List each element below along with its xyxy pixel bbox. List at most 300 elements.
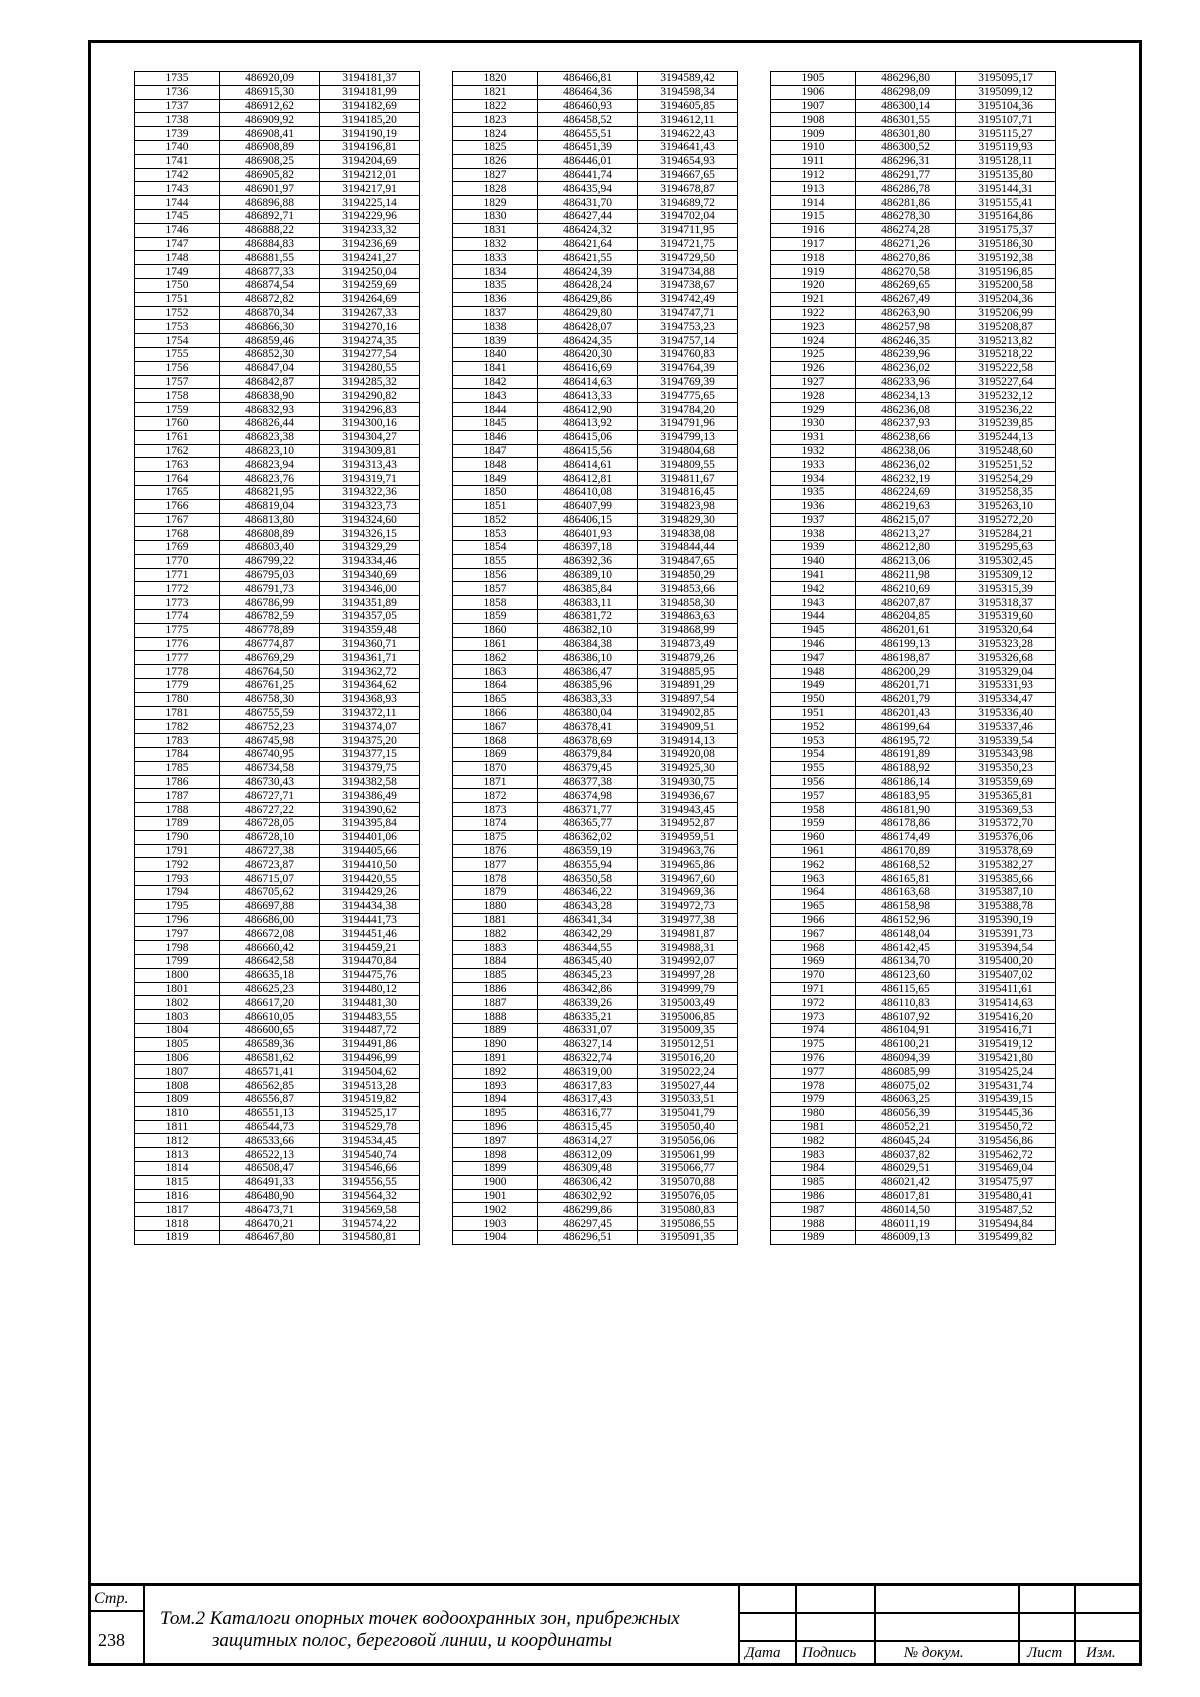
coordinate-x: 486219,63 bbox=[856, 499, 956, 513]
table-row bbox=[135, 817, 420, 831]
coordinate-y: 3194540,74 bbox=[320, 1148, 420, 1162]
coordinate-y: 3194429,26 bbox=[320, 886, 420, 900]
point-number: 1870 bbox=[453, 761, 538, 775]
coordinate-x: 486823,38 bbox=[220, 430, 320, 444]
table-row bbox=[135, 1023, 420, 1037]
coordinate-x: 486908,25 bbox=[220, 154, 320, 168]
table-row bbox=[771, 127, 1056, 141]
table-row bbox=[453, 1092, 738, 1106]
point-number: 1876 bbox=[453, 844, 538, 858]
coordinate-x: 486378,69 bbox=[538, 734, 638, 748]
coordinate-y: 3195135,80 bbox=[956, 168, 1056, 182]
point-number: 1980 bbox=[771, 1106, 856, 1120]
coordinate-x: 486441,74 bbox=[538, 168, 638, 182]
coordinate-y: 3194747,71 bbox=[638, 306, 738, 320]
coordinate-y: 3194196,81 bbox=[320, 140, 420, 154]
coordinate-x: 486782,59 bbox=[220, 610, 320, 624]
coordinate-y: 3195421,80 bbox=[956, 1051, 1056, 1065]
coordinate-x: 486270,58 bbox=[856, 265, 956, 279]
table-row bbox=[771, 1175, 1056, 1189]
table-row bbox=[135, 1161, 420, 1175]
coordinate-x: 486795,03 bbox=[220, 568, 320, 582]
coordinate-x: 486052,21 bbox=[856, 1120, 956, 1134]
table-row bbox=[771, 941, 1056, 955]
table-row bbox=[135, 416, 420, 430]
coordinate-x: 486383,33 bbox=[538, 692, 638, 706]
point-number: 1737 bbox=[135, 99, 220, 113]
table-row bbox=[135, 844, 420, 858]
coordinate-y: 3195258,35 bbox=[956, 485, 1056, 499]
coordinate-y: 3194459,21 bbox=[320, 941, 420, 955]
point-number: 1805 bbox=[135, 1037, 220, 1051]
table-row bbox=[453, 748, 738, 762]
coordinate-y: 3195339,54 bbox=[956, 734, 1056, 748]
coordinate-x: 486730,43 bbox=[220, 775, 320, 789]
coordinate-x: 486562,85 bbox=[220, 1079, 320, 1093]
point-number: 1906 bbox=[771, 85, 856, 99]
coordinate-y: 3194689,72 bbox=[638, 196, 738, 210]
coordinate-y: 3195186,30 bbox=[956, 237, 1056, 251]
coordinate-x: 486094,39 bbox=[856, 1051, 956, 1065]
coordinate-x: 486201,79 bbox=[856, 692, 956, 706]
point-number: 1985 bbox=[771, 1175, 856, 1189]
coordinate-x: 486342,29 bbox=[538, 927, 638, 941]
coordinate-y: 3195175,37 bbox=[956, 223, 1056, 237]
point-number: 1788 bbox=[135, 803, 220, 817]
coordinate-y: 3195320,64 bbox=[956, 623, 1056, 637]
point-number: 1887 bbox=[453, 996, 538, 1010]
table-row bbox=[135, 182, 420, 196]
point-number: 1854 bbox=[453, 541, 538, 555]
coordinate-y: 3194513,28 bbox=[320, 1079, 420, 1093]
coordinate-y: 3195200,58 bbox=[956, 278, 1056, 292]
table-row bbox=[135, 1079, 420, 1093]
point-number: 1965 bbox=[771, 899, 856, 913]
table-row bbox=[771, 472, 1056, 486]
point-number: 1809 bbox=[135, 1092, 220, 1106]
coordinate-x: 486774,87 bbox=[220, 637, 320, 651]
coordinate-y: 3194891,29 bbox=[638, 679, 738, 693]
table-row bbox=[453, 320, 738, 334]
coordinate-x: 486236,02 bbox=[856, 361, 956, 375]
coordinate-y: 3194847,65 bbox=[638, 554, 738, 568]
table-row bbox=[771, 596, 1056, 610]
coordinate-y: 3195022,24 bbox=[638, 1065, 738, 1079]
point-number: 1861 bbox=[453, 637, 538, 651]
coordinate-y: 3195456,86 bbox=[956, 1134, 1056, 1148]
table-row bbox=[771, 623, 1056, 637]
point-number: 1919 bbox=[771, 265, 856, 279]
coordinate-x: 486263,90 bbox=[856, 306, 956, 320]
coordinate-y: 3195206,99 bbox=[956, 306, 1056, 320]
point-number: 1753 bbox=[135, 320, 220, 334]
coordinate-x: 486412,81 bbox=[538, 472, 638, 486]
point-number: 1932 bbox=[771, 444, 856, 458]
coordinate-x: 486271,26 bbox=[856, 237, 956, 251]
point-number: 1846 bbox=[453, 430, 538, 444]
coordinate-y: 3194775,65 bbox=[638, 389, 738, 403]
coordinate-y: 3195365,81 bbox=[956, 789, 1056, 803]
coordinate-y: 3194280,55 bbox=[320, 361, 420, 375]
table-row bbox=[453, 706, 738, 720]
table-row bbox=[453, 361, 738, 375]
point-number: 1963 bbox=[771, 872, 856, 886]
coordinate-y: 3195378,69 bbox=[956, 844, 1056, 858]
coordinate-y: 3194952,87 bbox=[638, 817, 738, 831]
point-number: 1897 bbox=[453, 1134, 538, 1148]
point-number: 1760 bbox=[135, 416, 220, 430]
table-row bbox=[453, 651, 738, 665]
table-row bbox=[135, 679, 420, 693]
coordinate-y: 3195254,29 bbox=[956, 472, 1056, 486]
table-row bbox=[453, 513, 738, 527]
coordinate-x: 486852,30 bbox=[220, 347, 320, 361]
coordinate-x: 486378,41 bbox=[538, 720, 638, 734]
table-row bbox=[771, 1106, 1056, 1120]
coordinate-x: 486480,90 bbox=[220, 1189, 320, 1203]
table-row bbox=[453, 182, 738, 196]
coordinate-x: 486881,55 bbox=[220, 251, 320, 265]
point-number: 1840 bbox=[453, 347, 538, 361]
table-row bbox=[453, 761, 738, 775]
coordinate-y: 3195061,99 bbox=[638, 1148, 738, 1162]
coordinate-y: 3194902,85 bbox=[638, 706, 738, 720]
table-row bbox=[771, 665, 1056, 679]
table-row bbox=[453, 416, 738, 430]
point-number: 1957 bbox=[771, 789, 856, 803]
coordinate-x: 486884,83 bbox=[220, 237, 320, 251]
table-row bbox=[135, 1134, 420, 1148]
table-row bbox=[453, 941, 738, 955]
table-row bbox=[771, 844, 1056, 858]
table-row bbox=[453, 223, 738, 237]
point-number: 1822 bbox=[453, 99, 538, 113]
table-row bbox=[135, 982, 420, 996]
coordinate-y: 3194914,13 bbox=[638, 734, 738, 748]
point-number: 1967 bbox=[771, 927, 856, 941]
coordinate-y: 3194977,38 bbox=[638, 913, 738, 927]
coordinate-y: 3194480,12 bbox=[320, 982, 420, 996]
table-row bbox=[453, 1217, 738, 1231]
table-row bbox=[453, 899, 738, 913]
point-number: 1836 bbox=[453, 292, 538, 306]
table-row bbox=[135, 582, 420, 596]
coordinate-y: 3194204,69 bbox=[320, 154, 420, 168]
coordinate-x: 486808,89 bbox=[220, 527, 320, 541]
stamp-label-doc-number: № докум. bbox=[904, 1645, 964, 1661]
point-number: 1860 bbox=[453, 623, 538, 637]
coordinate-x: 486339,26 bbox=[538, 996, 638, 1010]
point-number: 1949 bbox=[771, 679, 856, 693]
point-number: 1756 bbox=[135, 361, 220, 375]
coordinate-y: 3194850,29 bbox=[638, 568, 738, 582]
point-number: 1934 bbox=[771, 472, 856, 486]
coordinate-x: 486823,94 bbox=[220, 458, 320, 472]
table-row bbox=[453, 1106, 738, 1120]
table-row bbox=[135, 1175, 420, 1189]
point-number: 1858 bbox=[453, 596, 538, 610]
coordinate-y: 3194804,68 bbox=[638, 444, 738, 458]
table-row bbox=[453, 1148, 738, 1162]
table-row bbox=[135, 651, 420, 665]
point-number: 1866 bbox=[453, 706, 538, 720]
coordinate-y: 3194753,23 bbox=[638, 320, 738, 334]
table-row bbox=[771, 996, 1056, 1010]
coordinate-x: 486842,87 bbox=[220, 375, 320, 389]
point-number: 1868 bbox=[453, 734, 538, 748]
table-row bbox=[135, 1203, 420, 1217]
point-number: 1882 bbox=[453, 927, 538, 941]
coordinate-x: 486238,66 bbox=[856, 430, 956, 444]
coordinate-y: 3195431,74 bbox=[956, 1079, 1056, 1093]
coordinate-y: 3195056,06 bbox=[638, 1134, 738, 1148]
table-row bbox=[771, 955, 1056, 969]
coordinate-x: 486410,08 bbox=[538, 485, 638, 499]
point-number: 1830 bbox=[453, 209, 538, 223]
point-number: 1899 bbox=[453, 1161, 538, 1175]
coordinate-x: 486581,62 bbox=[220, 1051, 320, 1065]
coordinate-y: 3194357,05 bbox=[320, 610, 420, 624]
coordinate-x: 486331,07 bbox=[538, 1023, 638, 1037]
coordinate-x: 486838,90 bbox=[220, 389, 320, 403]
table-row bbox=[453, 485, 738, 499]
point-number: 1875 bbox=[453, 830, 538, 844]
point-number: 1978 bbox=[771, 1079, 856, 1093]
table-row bbox=[135, 775, 420, 789]
table-row bbox=[771, 444, 1056, 458]
table-row bbox=[771, 1120, 1056, 1134]
table-row bbox=[135, 692, 420, 706]
point-number: 1881 bbox=[453, 913, 538, 927]
point-number: 1908 bbox=[771, 113, 856, 127]
point-number: 1948 bbox=[771, 665, 856, 679]
table-row bbox=[771, 817, 1056, 831]
coordinate-x: 486312,09 bbox=[538, 1148, 638, 1162]
coordinate-y: 3194992,07 bbox=[638, 955, 738, 969]
table-row bbox=[135, 568, 420, 582]
point-number: 1782 bbox=[135, 720, 220, 734]
coordinate-y: 3195499,82 bbox=[956, 1230, 1056, 1244]
coordinate-x: 486301,55 bbox=[856, 113, 956, 127]
table-row bbox=[135, 334, 420, 348]
coordinate-y: 3195480,41 bbox=[956, 1189, 1056, 1203]
coordinate-x: 486491,33 bbox=[220, 1175, 320, 1189]
point-number: 1900 bbox=[453, 1175, 538, 1189]
point-number: 1952 bbox=[771, 720, 856, 734]
coordinate-x: 486374,98 bbox=[538, 789, 638, 803]
coordinate-x: 486345,23 bbox=[538, 968, 638, 982]
table-row bbox=[135, 1092, 420, 1106]
table-row bbox=[453, 1230, 738, 1244]
point-number: 1787 bbox=[135, 789, 220, 803]
table-row bbox=[135, 1051, 420, 1065]
coordinate-x: 486791,73 bbox=[220, 582, 320, 596]
point-number: 1892 bbox=[453, 1065, 538, 1079]
point-number: 1750 bbox=[135, 278, 220, 292]
document-title-line2: защитных полос, береговой линии, и координаты bbox=[212, 1630, 613, 1651]
point-number: 1974 bbox=[771, 1023, 856, 1037]
table-row bbox=[771, 485, 1056, 499]
coordinate-x: 486421,64 bbox=[538, 237, 638, 251]
table-row bbox=[135, 623, 420, 637]
point-number: 1871 bbox=[453, 775, 538, 789]
coordinate-x: 486384,38 bbox=[538, 637, 638, 651]
table-row bbox=[771, 748, 1056, 762]
table-row bbox=[135, 430, 420, 444]
coordinate-y: 3194546,66 bbox=[320, 1161, 420, 1175]
table-row bbox=[135, 899, 420, 913]
point-number: 1981 bbox=[771, 1120, 856, 1134]
coordinate-x: 486302,92 bbox=[538, 1189, 638, 1203]
point-number: 1971 bbox=[771, 982, 856, 996]
coordinate-x: 486823,10 bbox=[220, 444, 320, 458]
point-number: 1970 bbox=[771, 968, 856, 982]
point-number: 1801 bbox=[135, 982, 220, 996]
coordinate-x: 486201,71 bbox=[856, 679, 956, 693]
coordinate-x: 486017,81 bbox=[856, 1189, 956, 1203]
table-row bbox=[771, 375, 1056, 389]
point-number: 1864 bbox=[453, 679, 538, 693]
coordinate-y: 3194483,55 bbox=[320, 1010, 420, 1024]
coordinate-y: 3194296,83 bbox=[320, 403, 420, 417]
coordinate-x: 486385,84 bbox=[538, 582, 638, 596]
point-number: 1818 bbox=[135, 1217, 220, 1231]
point-number: 1762 bbox=[135, 444, 220, 458]
point-number: 1917 bbox=[771, 237, 856, 251]
coordinate-x: 486355,94 bbox=[538, 858, 638, 872]
point-number: 1862 bbox=[453, 651, 538, 665]
coordinate-y: 3194233,32 bbox=[320, 223, 420, 237]
point-number: 1797 bbox=[135, 927, 220, 941]
coordinate-y: 3194943,45 bbox=[638, 803, 738, 817]
point-number: 1941 bbox=[771, 568, 856, 582]
coordinate-x: 486427,44 bbox=[538, 209, 638, 223]
coordinate-y: 3194816,45 bbox=[638, 485, 738, 499]
coordinate-x: 486752,23 bbox=[220, 720, 320, 734]
table-row bbox=[771, 582, 1056, 596]
point-number: 1823 bbox=[453, 113, 538, 127]
coordinate-y: 3194225,14 bbox=[320, 196, 420, 210]
coordinate-x: 486381,72 bbox=[538, 610, 638, 624]
coordinate-x: 486296,51 bbox=[538, 1230, 638, 1244]
coordinate-x: 486866,30 bbox=[220, 320, 320, 334]
coordinate-y: 3195272,20 bbox=[956, 513, 1056, 527]
table-row bbox=[135, 1189, 420, 1203]
coordinate-x: 486908,41 bbox=[220, 127, 320, 141]
coordinate-x: 486385,96 bbox=[538, 679, 638, 693]
point-number: 1877 bbox=[453, 858, 538, 872]
table-row bbox=[135, 347, 420, 361]
coordinate-x: 486745,98 bbox=[220, 734, 320, 748]
coordinate-y: 3195414,63 bbox=[956, 996, 1056, 1010]
coordinate-x: 486819,04 bbox=[220, 499, 320, 513]
coordinate-x: 486386,47 bbox=[538, 665, 638, 679]
point-number: 1907 bbox=[771, 99, 856, 113]
table-row bbox=[453, 251, 738, 265]
coordinate-y: 3194250,04 bbox=[320, 265, 420, 279]
coordinate-y: 3194475,76 bbox=[320, 968, 420, 982]
point-number: 1736 bbox=[135, 85, 220, 99]
table-row bbox=[771, 182, 1056, 196]
coordinate-y: 3194451,46 bbox=[320, 927, 420, 941]
coordinate-x: 486315,45 bbox=[538, 1120, 638, 1134]
coordinate-y: 3194853,66 bbox=[638, 582, 738, 596]
coordinate-y: 3195425,24 bbox=[956, 1065, 1056, 1079]
table-row bbox=[771, 237, 1056, 251]
coordinate-y: 3195319,60 bbox=[956, 610, 1056, 624]
point-number: 1835 bbox=[453, 278, 538, 292]
coordinate-x: 486414,63 bbox=[538, 375, 638, 389]
coordinate-x: 486429,80 bbox=[538, 306, 638, 320]
point-number: 1778 bbox=[135, 665, 220, 679]
coordinate-y: 3195099,12 bbox=[956, 85, 1056, 99]
coordinate-x: 486551,13 bbox=[220, 1106, 320, 1120]
coordinate-y: 3195263,10 bbox=[956, 499, 1056, 513]
table-row bbox=[453, 472, 738, 486]
coordinate-y: 3195369,53 bbox=[956, 803, 1056, 817]
point-number: 1874 bbox=[453, 817, 538, 831]
point-number: 1844 bbox=[453, 403, 538, 417]
table-row bbox=[771, 692, 1056, 706]
coordinate-x: 486414,61 bbox=[538, 458, 638, 472]
table-row bbox=[453, 403, 738, 417]
coordinate-x: 486915,30 bbox=[220, 85, 320, 99]
coordinate-x: 486379,84 bbox=[538, 748, 638, 762]
coordinate-x: 486407,99 bbox=[538, 499, 638, 513]
coordinate-y: 3194838,08 bbox=[638, 527, 738, 541]
point-number: 1960 bbox=[771, 830, 856, 844]
coordinate-x: 486110,83 bbox=[856, 996, 956, 1010]
table-row bbox=[135, 265, 420, 279]
table-row bbox=[453, 886, 738, 900]
stamp-label-revision: Изм. bbox=[1086, 1645, 1116, 1661]
coordinate-x: 486397,18 bbox=[538, 541, 638, 555]
coordinate-y: 3195006,85 bbox=[638, 1010, 738, 1024]
coordinate-x: 486317,43 bbox=[538, 1092, 638, 1106]
point-number: 1843 bbox=[453, 389, 538, 403]
coordinate-x: 486224,69 bbox=[856, 485, 956, 499]
coordinate-y: 3194556,55 bbox=[320, 1175, 420, 1189]
point-number: 1984 bbox=[771, 1161, 856, 1175]
point-number: 1903 bbox=[453, 1217, 538, 1231]
coordinate-y: 3194340,69 bbox=[320, 568, 420, 582]
coordinate-y: 3195376,06 bbox=[956, 830, 1056, 844]
table-row bbox=[135, 1217, 420, 1231]
point-number: 1856 bbox=[453, 568, 538, 582]
table-row bbox=[453, 623, 738, 637]
coordinate-y: 3195222,58 bbox=[956, 361, 1056, 375]
table-row bbox=[771, 1092, 1056, 1106]
coordinate-y: 3194470,84 bbox=[320, 955, 420, 969]
table-row bbox=[135, 886, 420, 900]
point-number: 1816 bbox=[135, 1189, 220, 1203]
point-number: 1911 bbox=[771, 154, 856, 168]
coordinate-y: 3194988,31 bbox=[638, 941, 738, 955]
coordinate-y: 3195204,36 bbox=[956, 292, 1056, 306]
point-number: 1983 bbox=[771, 1148, 856, 1162]
table-row bbox=[453, 99, 738, 113]
coordinate-x: 486210,69 bbox=[856, 582, 956, 596]
coordinate-x: 486269,65 bbox=[856, 278, 956, 292]
point-number: 1944 bbox=[771, 610, 856, 624]
coordinate-y: 3195475,97 bbox=[956, 1175, 1056, 1189]
point-number: 1909 bbox=[771, 127, 856, 141]
document-title-line1: Том.2 Каталоги опорных точек водоохранных зон, прибрежных bbox=[160, 1608, 680, 1629]
coordinate-x: 486877,33 bbox=[220, 265, 320, 279]
coordinate-x: 486813,80 bbox=[220, 513, 320, 527]
coordinate-x: 486174,49 bbox=[856, 830, 956, 844]
point-number: 1958 bbox=[771, 803, 856, 817]
